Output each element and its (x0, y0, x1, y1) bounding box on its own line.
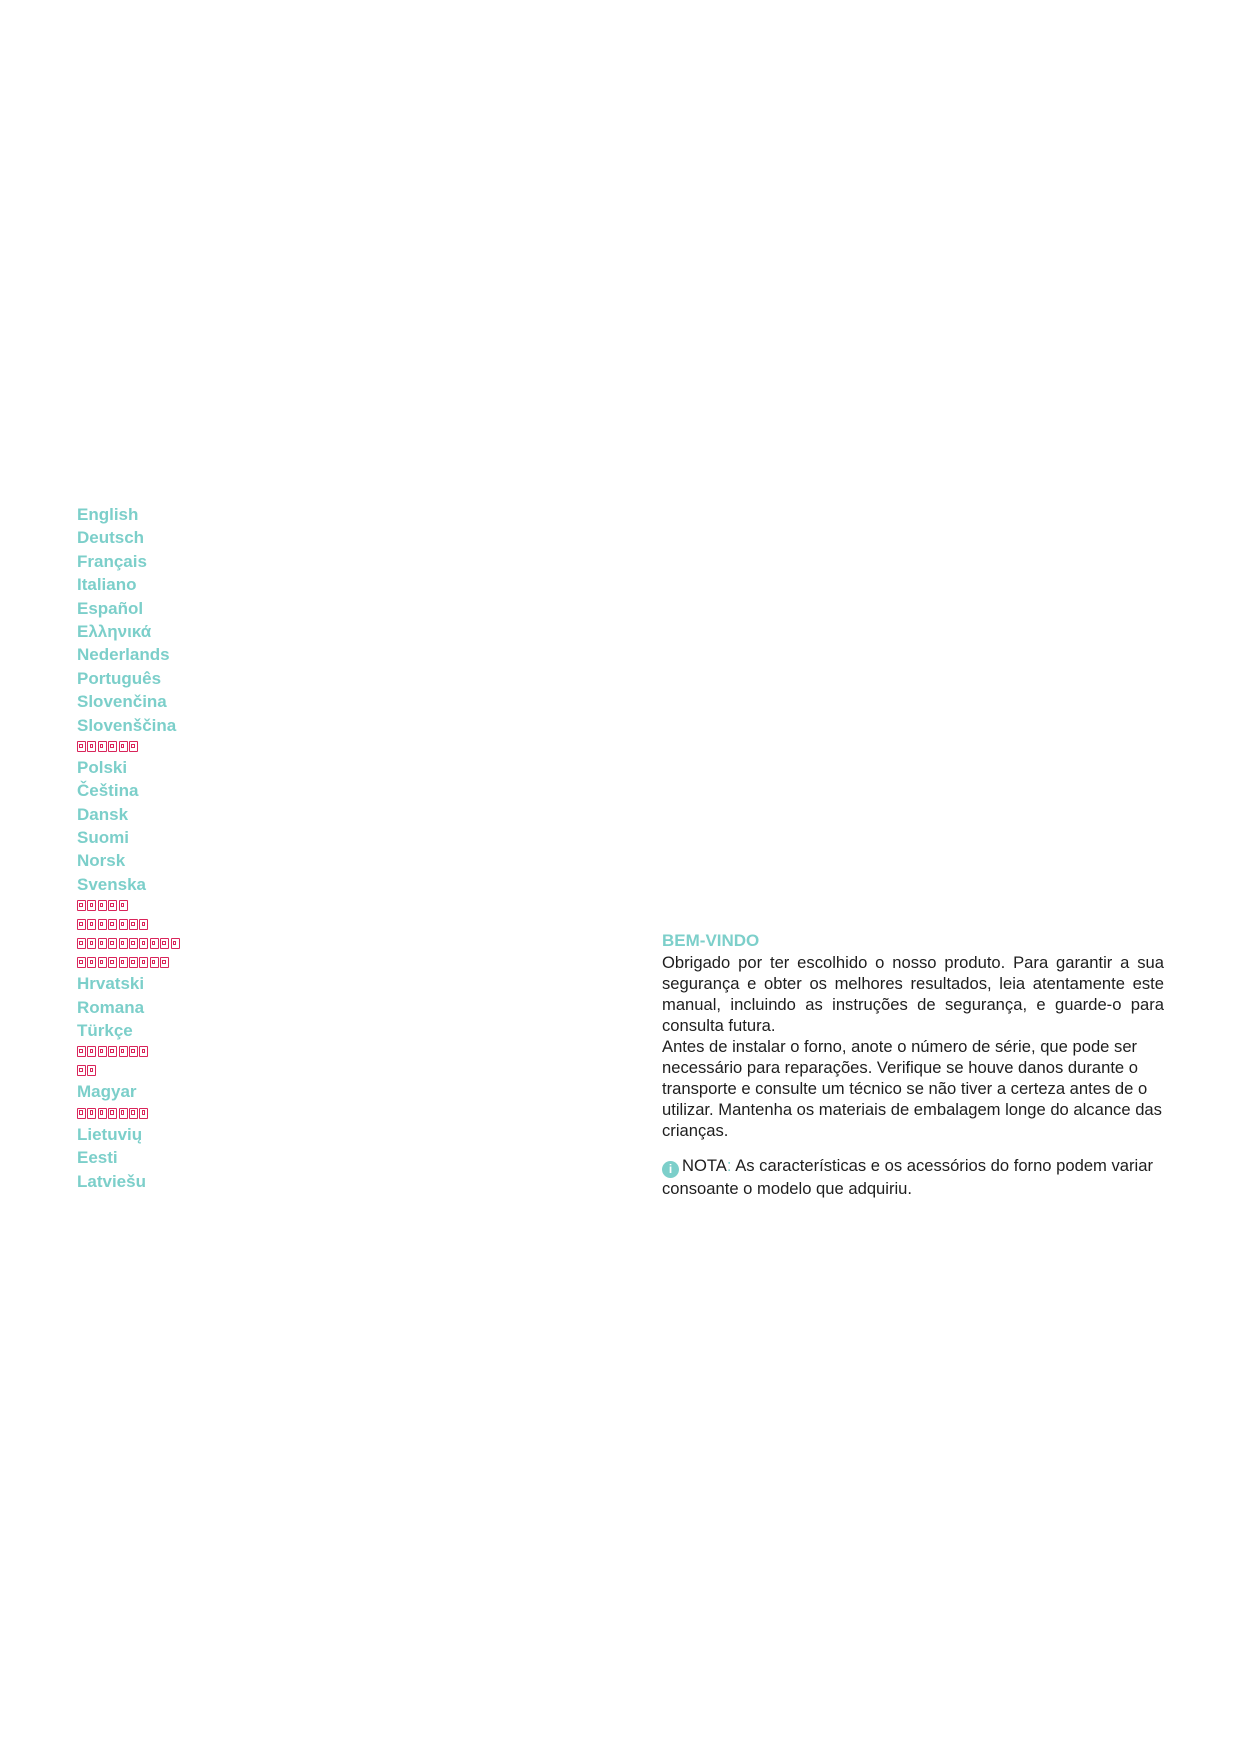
language-item-unrendered[interactable] (77, 915, 181, 934)
missing-glyph-icon (87, 938, 96, 949)
missing-glyph-icon (129, 919, 138, 930)
language-item[interactable]: Français (77, 551, 147, 571)
missing-glyph-icon (119, 741, 128, 752)
missing-glyph-icon (87, 957, 96, 968)
missing-glyph-icon (139, 1046, 148, 1057)
missing-glyph-icon (119, 957, 128, 968)
missing-glyph-icon (98, 938, 107, 949)
missing-glyph-icon (119, 900, 128, 911)
paragraph-2-text: Antes de instalar o forno, anote o número de série, que pode ser necessário para reparações. Verifique se houve danos durante o transporte e consulte um técnico se não tiver a certeza antes de o utilizar. Mantenha os materiais de embalagem longe do alcance das crianças. (662, 1037, 1162, 1140)
language-item[interactable]: Romana (77, 997, 145, 1017)
language-item[interactable]: Čeština (77, 781, 139, 801)
language-item[interactable]: Slovenščina (77, 715, 177, 735)
missing-glyph-icon (77, 1046, 86, 1057)
missing-glyph-icon (139, 1108, 148, 1119)
language-item[interactable]: Italiano (77, 575, 137, 595)
missing-glyph-icon (119, 919, 128, 930)
note-text: As características e os acessórios do forno podem variar consoante o modelo que adquiriu. (662, 1156, 1153, 1198)
language-item[interactable]: Hrvatski (77, 974, 145, 994)
language-item-unrendered[interactable] (77, 1061, 181, 1080)
welcome-paragraph-1: Obrigado por ter escolhido o nosso produto. Para garantir a sua segurança e obter os melhores resultados, leia atentamente este manual, incluindo as instruções de segurança, e guarde-o para consulta futura. (662, 953, 1164, 1035)
missing-glyph-icon (150, 938, 159, 949)
missing-glyph-icon (77, 741, 86, 752)
missing-glyph-icon (87, 1046, 96, 1057)
missing-glyph-icon (87, 1108, 96, 1119)
missing-glyph-icon (108, 1108, 117, 1119)
note (662, 1155, 1164, 1199)
language-item[interactable]: Svenska (77, 874, 146, 894)
language-item[interactable]: English (77, 505, 139, 524)
missing-glyph-icon (119, 1046, 128, 1057)
missing-glyph-icon (77, 957, 86, 968)
welcome-section (662, 930, 1164, 1199)
language-item[interactable]: Dansk (77, 804, 129, 824)
missing-glyph-icon (108, 919, 117, 930)
language-item-unrendered[interactable] (77, 953, 181, 972)
language-item[interactable]: Türkçe (77, 1021, 133, 1041)
missing-glyph-icon (108, 938, 117, 949)
welcome-title: BEM-VINDO (662, 931, 760, 950)
missing-glyph-icon (108, 957, 117, 968)
language-item[interactable]: Español (77, 598, 144, 618)
missing-glyph-icon (119, 1108, 128, 1119)
missing-glyph-icon (129, 741, 138, 752)
language-item[interactable]: Ελληνικά (77, 621, 152, 641)
language-item[interactable]: Nederlands (77, 645, 170, 665)
missing-glyph-icon (98, 1046, 107, 1057)
welcome-paragraph-2 (662, 1036, 1164, 1141)
missing-glyph-icon (160, 938, 169, 949)
language-item-unrendered[interactable] (77, 934, 181, 953)
missing-glyph-icon (87, 900, 96, 911)
language-item[interactable]: Português (77, 668, 162, 688)
missing-glyph-icon (87, 1065, 96, 1076)
missing-glyph-icon (171, 938, 180, 949)
language-item[interactable]: Lietuvių (77, 1124, 143, 1144)
language-item[interactable]: Norsk (77, 851, 126, 871)
language-list (77, 503, 181, 1193)
missing-glyph-icon (129, 938, 138, 949)
missing-glyph-icon (77, 1108, 86, 1119)
missing-glyph-icon (87, 919, 96, 930)
missing-glyph-icon (98, 741, 107, 752)
missing-glyph-icon (77, 938, 86, 949)
language-item[interactable]: Polski (77, 757, 128, 777)
missing-glyph-icon (150, 957, 159, 968)
missing-glyph-icon (119, 938, 128, 949)
language-item-unrendered[interactable] (77, 737, 181, 756)
language-item-unrendered[interactable] (77, 1042, 181, 1061)
language-item-unrendered[interactable] (77, 1104, 181, 1123)
missing-glyph-icon (129, 1108, 138, 1119)
missing-glyph-icon (129, 1046, 138, 1057)
missing-glyph-icon (98, 1108, 107, 1119)
missing-glyph-icon (108, 1046, 117, 1057)
missing-glyph-icon (77, 919, 86, 930)
language-item[interactable]: Magyar (77, 1082, 137, 1102)
missing-glyph-icon (98, 957, 107, 968)
missing-glyph-icon (160, 957, 169, 968)
missing-glyph-icon (139, 938, 148, 949)
language-item-unrendered[interactable] (77, 896, 181, 915)
language-item[interactable]: Latviešu (77, 1171, 146, 1191)
missing-glyph-icon (98, 919, 107, 930)
missing-glyph-icon (129, 957, 138, 968)
language-item[interactable]: Eesti (77, 1148, 118, 1168)
info-icon: i (662, 1161, 679, 1178)
missing-glyph-icon (77, 900, 86, 911)
language-item[interactable]: Deutsch (77, 528, 145, 548)
missing-glyph-icon (108, 741, 117, 752)
missing-glyph-icon (139, 919, 148, 930)
language-item[interactable]: Suomi (77, 828, 129, 848)
note-label: NOTA (682, 1156, 727, 1175)
missing-glyph-icon (98, 900, 107, 911)
missing-glyph-icon (87, 741, 96, 752)
missing-glyph-icon (108, 900, 117, 911)
missing-glyph-icon (139, 957, 148, 968)
missing-glyph-icon (77, 1065, 86, 1076)
note-colon: : (726, 1156, 732, 1175)
language-item[interactable]: Slovenčina (77, 692, 167, 712)
